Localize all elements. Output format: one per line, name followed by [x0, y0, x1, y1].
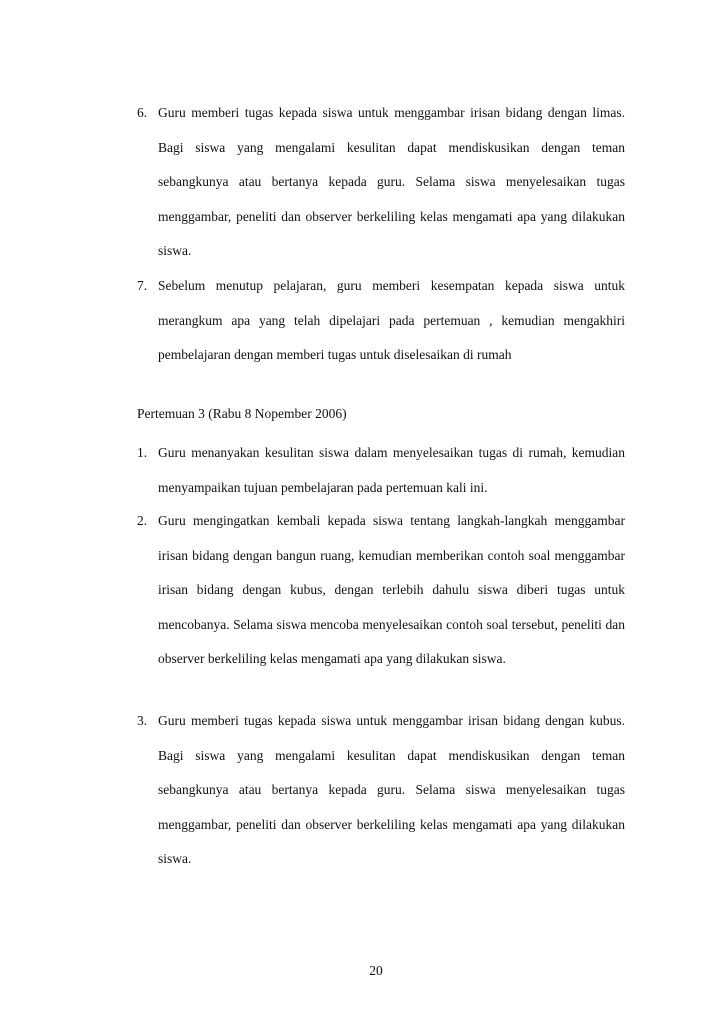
list-item: [137, 269, 625, 373]
list-item-number: 1.: [137, 445, 148, 460]
list-item: [137, 436, 625, 505]
list-item: [137, 704, 625, 877]
list-item-text: Sebelum menutup pelajaran, guru memberi kesempatan kepada siswa untuk merangkum apa yang telah dipelajari pada pertemuan , kemudian mengakhiri pembelajaran dengan memberi tugas untuk diselesaikan di rumah: [158, 278, 625, 363]
page-number: 20: [369, 963, 383, 978]
list-item: [137, 96, 625, 269]
list-item-text: Guru memberi tugas kepada siswa untuk menggambar irisan bidang dengan limas. Bagi siswa yang mengalami kesulitan dapat mendiskusikan dengan teman sebangkunya atau bertanya kepada guru. Selama siswa menyelesaikan tugas menggambar, peneliti dan observer berkeliling kelas mengamati apa yang dilakukan siswa.: [158, 105, 625, 259]
list-item-text: Guru memberi tugas kepada siswa untuk menggambar irisan bidang dengan kubus. Bagi siswa yang mengalami kesulitan dapat mendiskusikan dengan teman sebangkunya atau bertanya kepada guru. Selama siswa menyelesaikan tugas menggambar, peneliti dan observer berkeliling kelas mengamati apa yang dilakukan siswa.: [158, 713, 625, 867]
list-item-text: Guru mengingatkan kembali kepada siswa tentang langkah-langkah menggambar irisan bidang dengan bangun ruang, kemudian memberikan contoh soal menggambar irisan bidang dengan kubus, dengan terlebih dahulu siswa diberi tugas untuk mencobanya. Selama siswa mencoba menyelesaikan contoh soal tersebut, peneliti dan observer berkeliling kelas mengamati apa yang dilakukan siswa.: [158, 513, 625, 667]
list-item: [137, 504, 625, 677]
list-item-number: 3.: [137, 713, 148, 728]
list-item-text: Guru menanyakan kesulitan siswa dalam menyelesaikan tugas di rumah, kemudian menyampaikan tujuan pembelajaran pada pertemuan kali ini.: [158, 445, 625, 495]
list-item-number: 2.: [137, 513, 148, 528]
list-item-number: 7.: [137, 278, 148, 293]
list-item-number: 6.: [137, 105, 148, 120]
section-heading: Pertemuan 3 (Rabu 8 Nopember 2006): [137, 406, 347, 421]
